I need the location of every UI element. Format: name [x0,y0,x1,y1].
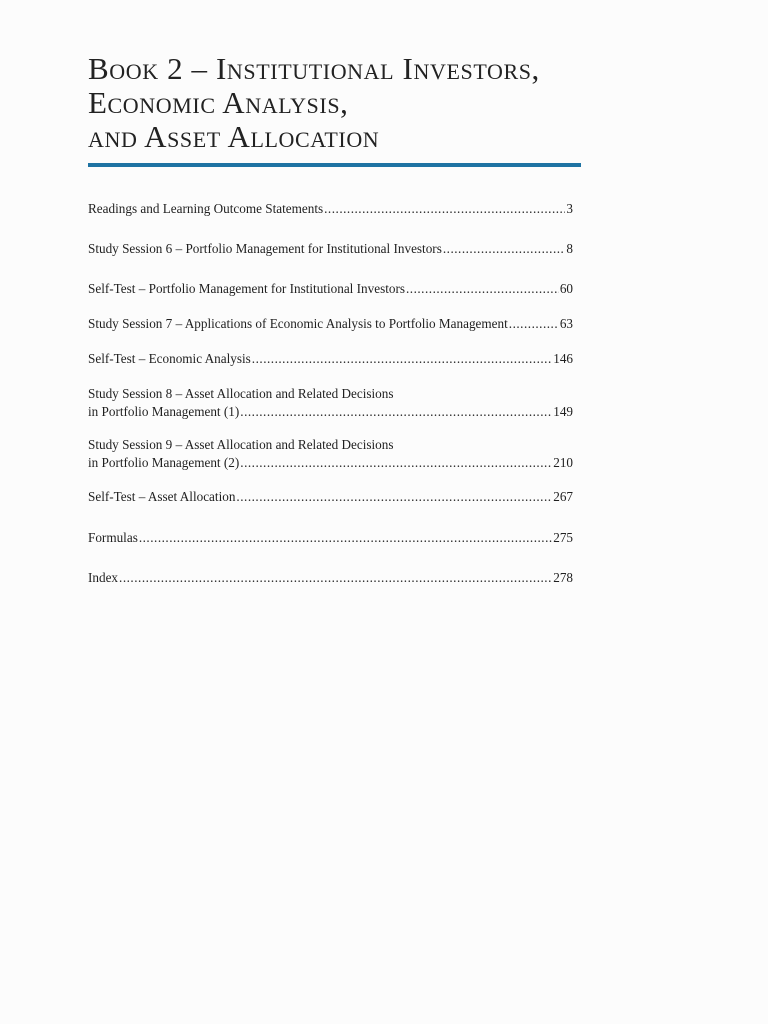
toc-entry-title: Self-Test – Economic Analysis [88,351,251,366]
toc-entry-study-session-6[interactable] [88,240,573,258]
title-line-1: Book 2 – Institutional Investors, [88,51,540,86]
toc-entry-title: in Portfolio Management (1) [88,404,240,419]
toc-entry-title: Study Session 6 – Portfolio Management for Institutional Investors [88,241,442,256]
toc-page-number: 63 [559,316,573,331]
toc-page-number: 8 [566,241,573,256]
toc-entry-study-session-9[interactable] [88,436,573,472]
toc-entry-self-test-economic[interactable] [88,350,573,368]
toc-entry-index[interactable] [88,569,573,587]
dot-leader [119,569,552,587]
title-line-3: and Asset Allocation [88,119,380,154]
toc-entry-study-session-7[interactable] [88,315,573,333]
toc-entry-formulas[interactable] [88,529,573,547]
toc-page-number: 210 [553,455,573,470]
toc-entry-title: in Portfolio Management (2) [88,455,240,470]
dot-leader [139,529,552,547]
toc-entry-title: Readings and Learning Outcome Statements [88,201,324,216]
dot-leader [240,454,552,472]
toc-page-number: 278 [553,570,573,585]
toc-entry-self-test-asset[interactable] [88,488,573,506]
page-title [88,52,608,154]
toc-entry-title: Study Session 7 – Applications of Economic Analysis to Portfolio Management [88,316,508,331]
dot-leader [443,240,566,258]
toc-entry-readings[interactable] [88,200,573,218]
toc-entry-title-line1: Study Session 8 – Asset Allocation and Related Decisions [88,386,394,401]
dot-leader [324,200,565,218]
title-divider [88,163,581,167]
toc-page-number: 3 [566,201,573,216]
toc-entry-title: Formulas [88,530,138,545]
dot-leader [240,403,552,421]
toc-page-number: 60 [559,281,573,296]
dot-leader [509,315,559,333]
toc-page-number: 267 [553,489,573,504]
toc-entry-study-session-8[interactable] [88,385,573,421]
toc-entry-self-test-institutional[interactable] [88,280,573,298]
toc-page-number: 275 [553,530,573,545]
dot-leader [252,350,552,368]
dot-leader [406,280,559,298]
toc-entry-title: Index [88,570,119,585]
title-line-2: Economic Analysis, [88,85,349,120]
toc-page-number: 146 [553,351,573,366]
toc-page-number: 149 [553,404,573,419]
toc-entry-title-line1: Study Session 9 – Asset Allocation and Related Decisions [88,437,394,452]
toc-entry-title: Self-Test – Asset Allocation [88,489,236,504]
toc-entry-title: Self-Test – Portfolio Management for Institutional Investors [88,281,405,296]
dot-leader [236,488,552,506]
